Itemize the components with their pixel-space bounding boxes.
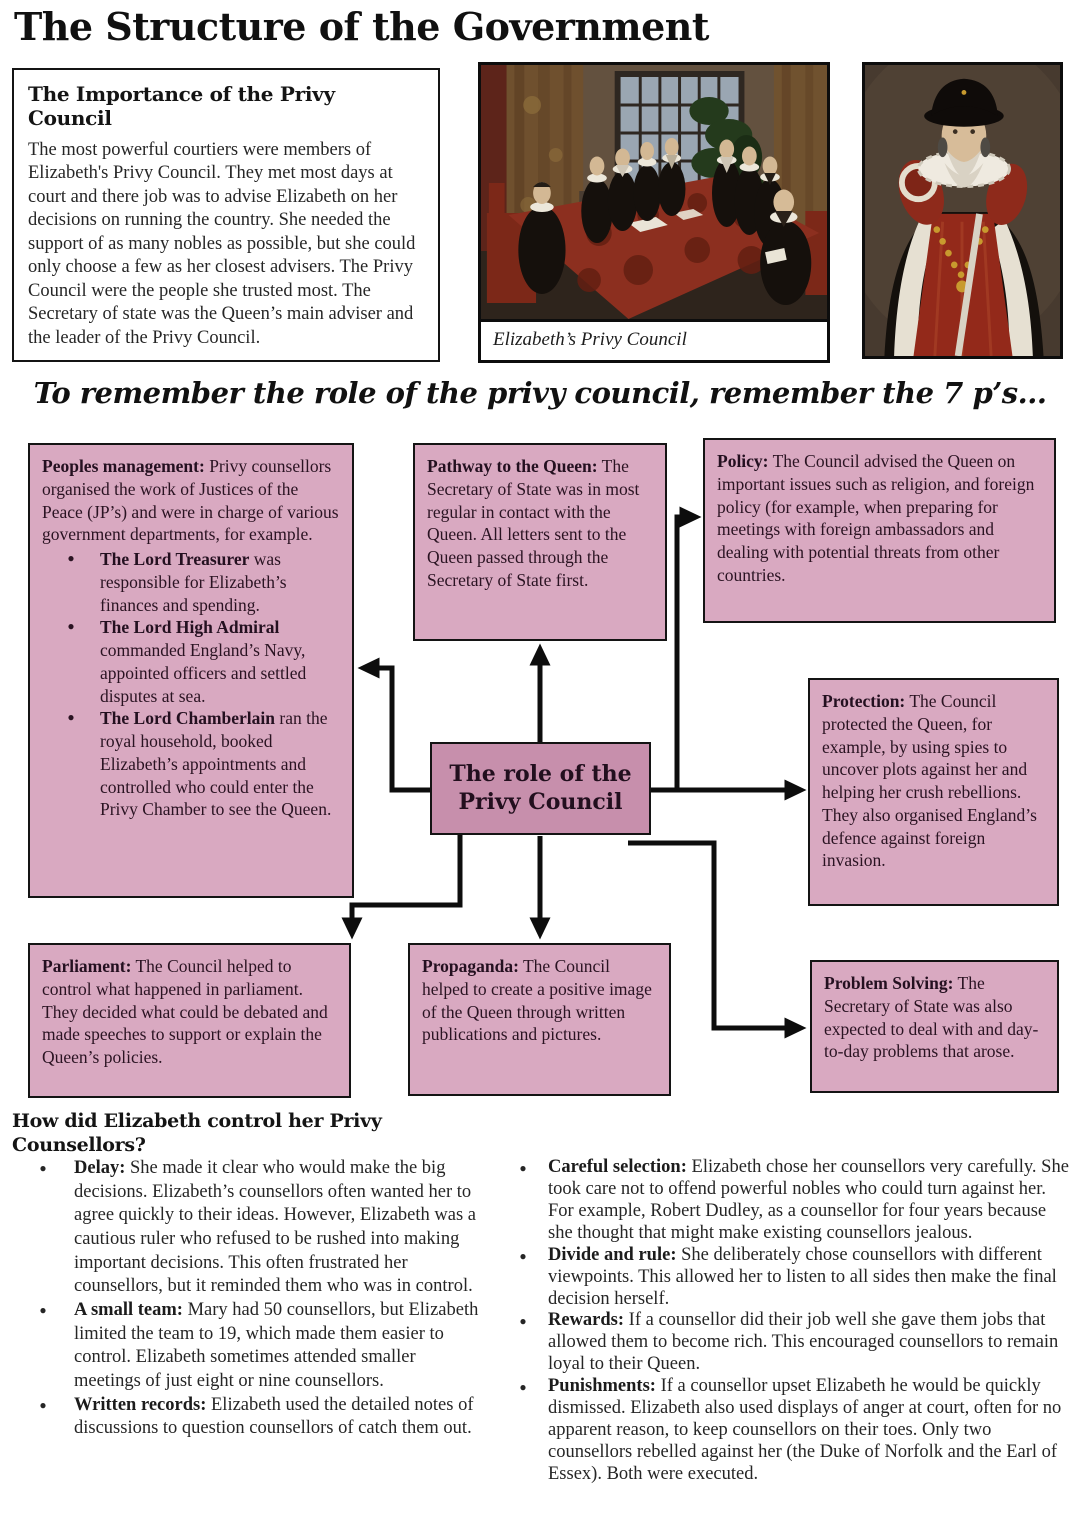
diagram-box-peoples-management (28, 443, 354, 898)
arrow-to-parliament (352, 834, 460, 933)
policy-label: Policy: (717, 451, 769, 471)
parliament-label: Parliament: (42, 956, 132, 976)
bullet-icon: ● (67, 710, 75, 725)
bullet-icon: ● (67, 551, 75, 565)
diagram-box-parliament (28, 943, 351, 1098)
importance-box (12, 68, 440, 362)
bullet-bold: Written records: (74, 1394, 207, 1415)
bullet-icon: ● (67, 619, 75, 634)
propaganda-text: The Council helped to create a positive image of the Queen through written publications and pictures. (422, 956, 652, 1045)
pathway-label: Pathway to the Queen: (427, 456, 598, 476)
bullet-text: ran the royal household, booked Elizabeth’s appointments and controlled who could enter the Privy Chamber to see the Queen. (100, 708, 332, 820)
bullet-bold: The Lord Chamberlain (100, 708, 276, 729)
control-section-heading: How did Elizabeth control her Privy Counsellors? (12, 1110, 382, 1156)
policy-text: The Council advised the Queen on important issues such as religion, and foreign policy (for example, when preparing for meetings with foreign ambassadors and dealing with potential threats from other countries. (717, 451, 1035, 585)
bullet-icon: ● (519, 1314, 527, 1329)
bullet-text: If a counsellor did their job well she gave them jobs that allowed them to become rich. This encouraged counsellors to remain loyal to their Queen. (548, 1310, 1059, 1375)
problem-solving-label: Problem Solving: (824, 973, 954, 993)
privy-council-caption: Elizabeth’s Privy Council (481, 319, 827, 360)
list-item (12, 1157, 486, 1299)
bullet-icon: ● (519, 1380, 527, 1395)
statesman-portrait-painting (865, 65, 1060, 356)
diagram-box-problem-solving (810, 960, 1059, 1093)
list-item (498, 1310, 1072, 1376)
protection-label: Protection: (822, 691, 906, 711)
bullet-text: was responsible for Elizabeth’s finances and spending. (100, 549, 287, 615)
list-item (42, 616, 340, 707)
page-title: The Structure of the Government (14, 4, 709, 49)
parliament-text: The Council helped to control what happened in parliament. They decided what could be debated and made speeches to support or explain the Queen’s policies. (42, 956, 328, 1067)
privy-council-image-frame (478, 62, 830, 363)
arrow-to-policy (677, 517, 695, 790)
protection-text: The Council protected the Queen, for example, by using spies to uncover plots against her and helping her crush rebellions. They also organised England’s defence against foreign invasion. (822, 691, 1037, 871)
propaganda-label: Propaganda: (422, 956, 519, 976)
diagram-box-protection (808, 678, 1059, 906)
mnemonic-heading: To remember the role of the privy council, remember the 7 p’s... (33, 376, 1047, 410)
bullet-icon: ● (519, 1248, 527, 1263)
bullet-bold: A small team: (74, 1300, 183, 1321)
bullet-text: She made it clear who would make the big decisions. Elizabeth’s counsellors often wanted her to agree quickly to their ideas. However, Elizabeth was a cautious ruler who refused to be rushed into making important decisions. This often frustrated her counsellors, but it reminded them who was in control. (74, 1158, 476, 1297)
list-item (12, 1394, 486, 1441)
diagram-center-label: The role of the Privy Council (449, 761, 632, 815)
bullet-icon: ● (39, 1397, 47, 1412)
diagram-box-propaganda (408, 943, 671, 1096)
peoples-management-text: Privy counsellors organised the work of Justices of the Peace (JP’s) and were in charge of various government departments, for example. (42, 456, 339, 545)
peoples-management-label: Peoples management: (42, 456, 205, 476)
bullet-bold: The Lord Treasurer (100, 549, 250, 569)
bullet-bold: Punishments: (548, 1376, 656, 1397)
bullet-text: Elizabeth chose her counsellors very carefully. She took care not to offend powerful nobles who could turn against her. For example, Robert Dudley, as a counsellor for four years because she thought that might make existing counsellors jealous. (548, 1157, 1069, 1243)
arrow-to-peoples-management (364, 668, 432, 790)
diagram-box-pathway (413, 443, 667, 641)
diagram-center-box (430, 742, 651, 835)
list-item (42, 707, 340, 821)
bullet-icon: ● (39, 1161, 47, 1175)
privy-council-spider-diagram (0, 430, 1080, 1110)
list-item (498, 1157, 1072, 1245)
bullet-text: Elizabeth used the detailed notes of discussions to question counsellors of catch them out. (74, 1394, 474, 1439)
list-item (498, 1376, 1072, 1486)
importance-body: The most powerful courtiers were members of Elizabeth's Privy Council. They met most days at court and there job was to advise Elizabeth on her decisions on running the country. She needed the support of as many nobles as possible, but she could only choose a few as her closest advisers. The Privy Council were the people she trusted most. The Secretary of state was the Queen’s main adviser and the leader of the Privy Council. (28, 140, 416, 348)
bullet-text: She deliberately chose counsellors with different viewpoints. This allowed her to listen to all sides then make the final decision herself. (548, 1244, 1057, 1309)
control-list-right (498, 1157, 1072, 1486)
pathway-text: The Secretary of State was in most regular in contact with the Queen. All letters sent to the Queen passed through the Secretary of State first. (427, 456, 640, 590)
list-item (498, 1245, 1072, 1311)
list-item (42, 548, 340, 616)
privy-council-painting (481, 65, 827, 319)
bullet-bold: Delay: (74, 1158, 126, 1178)
bullet-bold: Rewards: (548, 1310, 625, 1331)
bullet-text: commanded England’s Navy, appointed officers and settled disputes at sea. (100, 640, 307, 706)
diagram-box-policy (703, 438, 1056, 623)
statesman-portrait-frame (862, 62, 1063, 359)
bullet-bold: Divide and rule: (548, 1244, 677, 1265)
peoples-management-list (42, 548, 340, 821)
control-list-left (12, 1157, 486, 1441)
bullet-bold: Careful selection: (548, 1157, 687, 1177)
bullet-icon: ● (39, 1303, 47, 1318)
list-item (12, 1299, 486, 1394)
bullet-text: Mary had 50 counsellors, but Elizabeth limited the team to 19, which made them easier to control. Elizabeth sometimes attended smaller meetings of just eight or nine counsellors. (74, 1300, 479, 1392)
bullet-bold: The Lord High Admiral (100, 617, 280, 638)
importance-heading: The Importance of the Privy Council (28, 82, 335, 130)
bullet-text: If a counsellor upset Elizabeth he would be quickly dismissed. Elizabeth also used displays of anger at court, often for no apparent reason, to keep counsellors on their toes. Only two counsellors rebelled against her (the Duke of Norfolk and the Earl of Essex). Both were executed. (548, 1376, 1062, 1484)
bullet-icon: ● (519, 1161, 527, 1175)
problem-solving-text: The Secretary of State was also expected to deal with and day-to-day problems that arose. (824, 973, 1039, 1062)
